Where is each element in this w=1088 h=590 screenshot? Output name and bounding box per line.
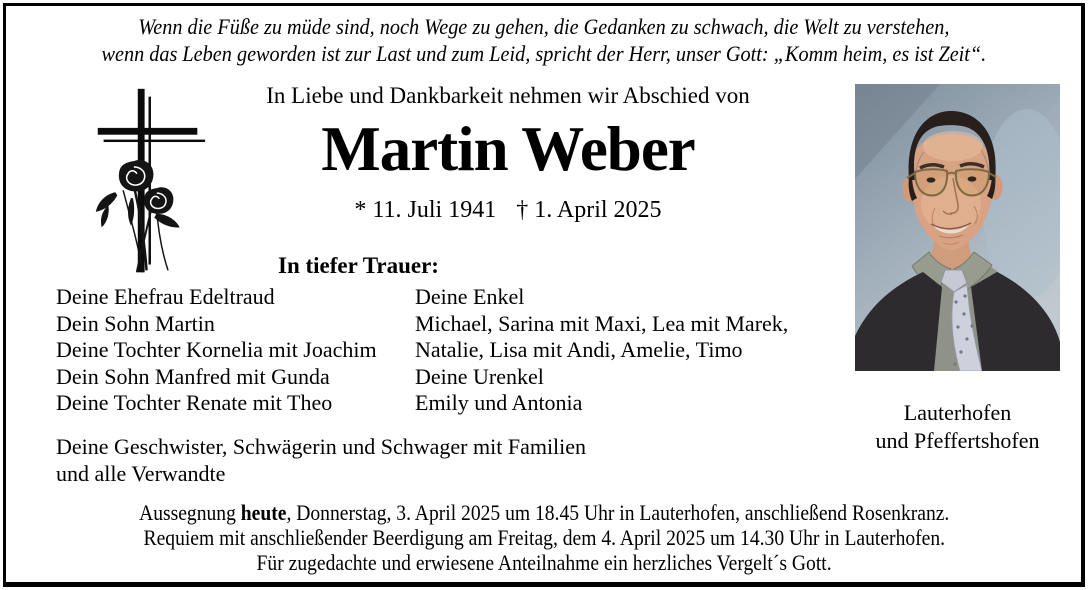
footer-line-3: Für zugedachte und erwiesene Anteilnahme ein herzliches Vergelt´s Gott. bbox=[256, 549, 832, 575]
mourner-line: Emily und Antonia bbox=[415, 390, 583, 416]
opening-quote bbox=[0, 13, 1088, 67]
mourner-line: Dein Sohn Martin bbox=[56, 310, 215, 336]
mourner-line: Natalie, Lisa mit Andi, Amelie, Timo bbox=[415, 337, 743, 363]
mourners-right-column bbox=[415, 284, 788, 417]
footer-heute-bold: heute bbox=[240, 500, 287, 525]
mourner-line: Deine Urenkel bbox=[415, 363, 544, 389]
relatives-block bbox=[56, 433, 586, 487]
mourners-left-column bbox=[56, 284, 377, 417]
mourner-line: Dein Sohn Manfred mit Gunda bbox=[56, 363, 330, 389]
mourner-line: Deine Tochter Renate mit Theo bbox=[56, 390, 333, 416]
quote-line-2: wenn das Leben geworden ist zur Last und zum Leid, spricht der Herr, unser Gott: „Komm heim, es ist Zeit“. bbox=[101, 41, 987, 66]
mourner-line: Deine Enkel bbox=[415, 284, 525, 309]
location-caption bbox=[845, 399, 1070, 455]
location-line-2: und Pfeffertshofen bbox=[875, 428, 1040, 453]
location-line-1: Lauterhofen bbox=[903, 400, 1012, 425]
footer-line-1: Aussegnung heute, Donnerstag, 3. April 2025 um 18.45 Uhr in Lauterhofen, anschließend Rosenkranz. bbox=[138, 500, 950, 525]
mourning-heading: In tiefer Trauer: bbox=[278, 253, 439, 278]
intro-line: In Liebe und Dankbarkeit nehmen wir Abschied von bbox=[266, 83, 750, 108]
portrait-photo bbox=[855, 84, 1060, 371]
death-date: † 1. April 2025 bbox=[516, 197, 662, 223]
relatives-line-1: Deine Geschwister, Schwägerin und Schwager mit Familien bbox=[56, 434, 587, 459]
footer-line-2: Requiem mit anschließender Beerdigung am Freitag, dem 4. April 2025 um 14.30 Uhr in Lauterhofen. bbox=[143, 524, 945, 550]
quote-line-1: Wenn die Füße zu müde sind, noch Wege zu gehen, die Gedanken zu schwach, die Welt zu verstehen, bbox=[138, 14, 950, 39]
mourner-line: Deine Ehefrau Edeltraud bbox=[56, 284, 275, 309]
relatives-line-2: und alle Verwandte bbox=[56, 461, 226, 486]
mourner-line: Michael, Sarina mit Maxi, Lea mit Marek, bbox=[415, 310, 789, 336]
birth-date: * 11. Juli 1941 bbox=[354, 197, 497, 223]
deceased-name: Martin Weber bbox=[321, 114, 695, 184]
mourner-line: Deine Tochter Kornelia mit Joachim bbox=[56, 337, 377, 363]
service-details bbox=[0, 501, 1088, 575]
